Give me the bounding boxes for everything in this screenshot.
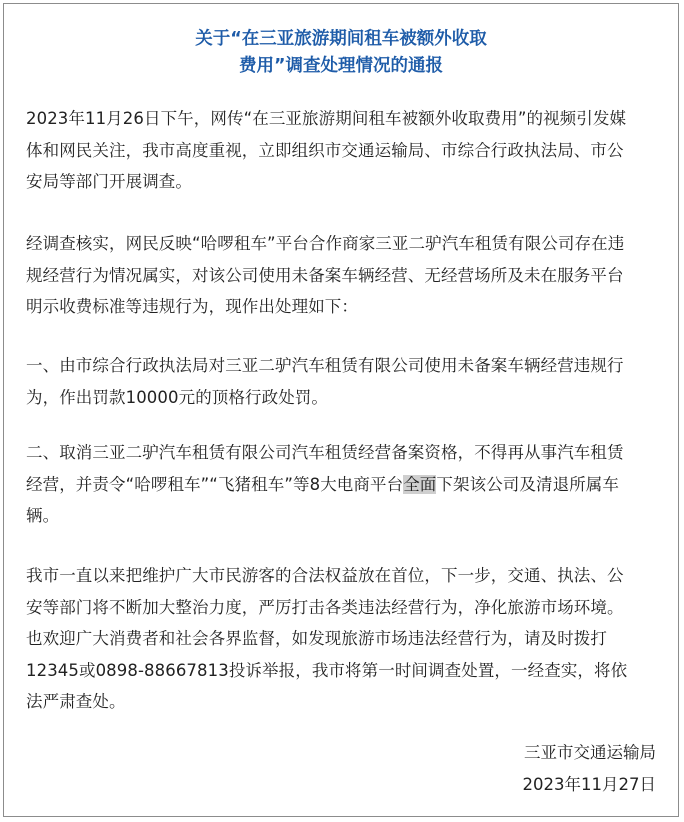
- text-line: 2023年11月26日下午，网传“在三亚旅游期间租车被额外收取费用”的视频引发媒: [26, 109, 627, 128]
- text-line: 规经营行为情况属实，对该公司使用未备案车辆经营、无经营场所及未在服务平台: [26, 265, 624, 285]
- paragraph-measure-1: [26, 350, 666, 413]
- issuer: 三亚市交通运输局: [524, 743, 656, 762]
- text-line: 体和网民关注，我市高度重视，立即组织市交通运输局、市综合行政执法局、市公: [26, 140, 624, 160]
- notice-frame: [3, 3, 679, 817]
- title-line-2: 费用”调查处理情况的通报: [238, 56, 443, 76]
- text-line: 为，作出罚款10000元的顶格行政处罚。: [26, 387, 328, 407]
- text-line: 经调查核实，网民反映“哈啰租车”平台合作商家三亚二驴汽车租赁有限公司存在违: [26, 234, 625, 253]
- text-line: 二、取消三亚二驴汽车租赁有限公司汽车租赁经营备案资格，不得再从事汽车租赁: [26, 443, 624, 462]
- paragraph-intro: [26, 103, 666, 198]
- selected-text-highlight: 全面: [403, 474, 437, 494]
- text-line: 一、由市综合行政执法局对三亚二驴汽车租赁有限公司使用未备案车辆经营违规行: [26, 356, 624, 375]
- text-line: 我市一直以来把维护广大市民游客的合法权益放在首位，下一步，交通、执法、公: [26, 566, 624, 585]
- text-line: [26, 469, 666, 501]
- text-line: 安局等部门开展调查。: [26, 172, 192, 191]
- signoff: [523, 737, 656, 801]
- text-line: 安等部门将不断加大整治力度，严厉打击各类违法经营行为，净化旅游市场环境。: [26, 597, 624, 617]
- text-line: 法严肃查处。: [26, 692, 126, 711]
- title-line-1: 关于“在三亚旅游期间租车被额外收取: [195, 29, 487, 49]
- paragraph-measure-2: [26, 437, 666, 532]
- paragraph-closing: [26, 560, 666, 718]
- text-line: 也欢迎广大消费者和社会各界监督，如发现旅游市场违法经营行为，请及时拨打: [26, 629, 607, 648]
- text-line: 12345或0898-88667813投诉举报，我市将第一时间调查处置，一经查实，将依: [26, 660, 628, 680]
- text-line: 辆。: [26, 506, 60, 525]
- text-segment: 经营，并责令“哈啰租车”“飞猪租车”等8大电商平台: [26, 474, 404, 494]
- text-line: 明示收费标准等违规行为，现作出处理如下：: [26, 297, 358, 316]
- paragraph-findings: [26, 228, 666, 323]
- notice-title: [4, 26, 678, 80]
- text-segment: 下架该公司及清退所属车: [436, 474, 620, 494]
- issue-date: 2023年11月27日: [522, 775, 656, 794]
